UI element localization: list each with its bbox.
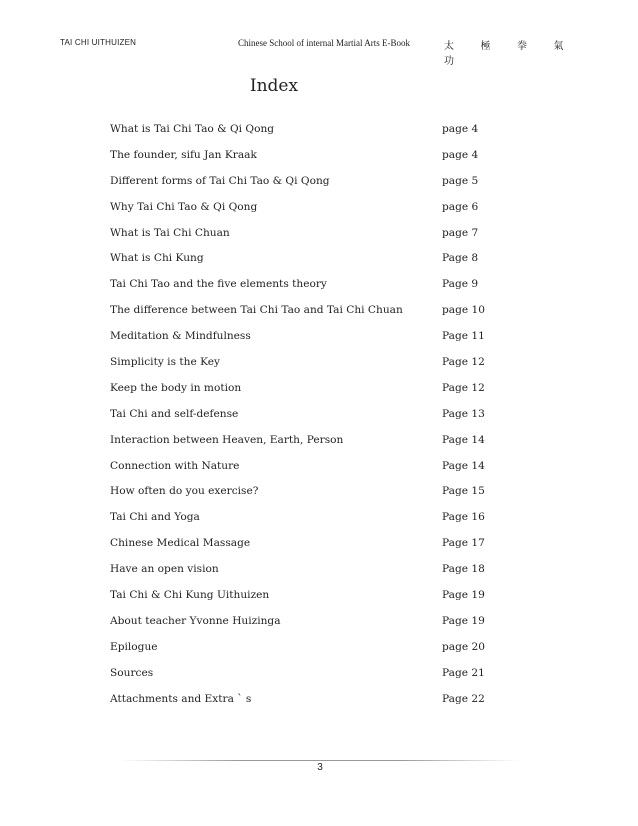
toc-entry-page: Page 12 bbox=[442, 356, 485, 369]
header-school-name: TAI CHI UITHUIZEN bbox=[60, 38, 137, 47]
toc-entry-title: Tai Chi and Yoga bbox=[110, 511, 200, 524]
toc-entry-title: Why Tai Chi Tao & Qi Qong bbox=[110, 200, 258, 213]
toc-entry bbox=[110, 563, 490, 589]
toc-entry-page: page 20 bbox=[442, 640, 485, 653]
toc-entry bbox=[110, 460, 490, 486]
toc-entry-page: Page 9 bbox=[442, 278, 479, 291]
toc-entry-title: Have an open vision bbox=[110, 563, 219, 576]
toc-entry-page: Page 22 bbox=[442, 692, 485, 705]
toc-entry-page: Page 17 bbox=[442, 537, 485, 550]
toc-entry-title: How often do you exercise? bbox=[110, 485, 259, 498]
toc-entry-title: Keep the body in motion bbox=[110, 381, 242, 394]
toc-entry bbox=[110, 278, 490, 304]
toc-entry bbox=[110, 175, 490, 201]
toc-entry-page: page 6 bbox=[442, 200, 479, 213]
toc-entry-title: What is Tai Chi Chuan bbox=[110, 226, 230, 239]
toc-entry bbox=[110, 511, 490, 537]
toc-entry bbox=[110, 149, 490, 175]
toc-entry-page: Page 13 bbox=[442, 407, 485, 420]
toc-entry bbox=[110, 589, 490, 615]
toc-entry-title: Chinese Medical Massage bbox=[110, 537, 251, 550]
toc-entry bbox=[110, 485, 490, 511]
table-of-contents bbox=[110, 123, 490, 718]
toc-entry-page: Page 11 bbox=[442, 330, 485, 343]
toc-entry bbox=[110, 537, 490, 563]
toc-entry-page: Page 21 bbox=[442, 666, 485, 679]
toc-entry-page: page 10 bbox=[442, 304, 485, 317]
toc-entry-page: Page 18 bbox=[442, 563, 485, 576]
page-number: 3 bbox=[317, 762, 323, 773]
toc-entry bbox=[110, 356, 490, 382]
toc-entry bbox=[110, 667, 490, 693]
footer-divider bbox=[120, 760, 520, 761]
toc-entry bbox=[110, 123, 490, 149]
toc-entry-title: Connection with Nature bbox=[110, 459, 240, 472]
header-book-title: Chinese School of internal Martial Arts E-Book bbox=[238, 38, 410, 48]
page-header bbox=[60, 38, 580, 67]
toc-entry bbox=[110, 304, 490, 330]
toc-entry bbox=[110, 641, 490, 667]
toc-entry-title: Meditation & Mindfulness bbox=[110, 330, 251, 343]
toc-entry-title: Tai Chi and self-defense bbox=[110, 407, 239, 420]
toc-entry bbox=[110, 615, 490, 641]
toc-entry-title: The difference between Tai Chi Tao and Tai Chi Chuan bbox=[110, 304, 403, 317]
toc-entry-page: page 4 bbox=[442, 123, 479, 135]
toc-entry-page: Page 19 bbox=[442, 614, 485, 627]
toc-entry-page: Page 14 bbox=[442, 433, 485, 446]
toc-entry-page: Page 14 bbox=[442, 459, 485, 472]
toc-entry-page: Page 19 bbox=[442, 589, 485, 602]
header-chinese-characters: 太 極 拳 氣 功 bbox=[444, 41, 576, 67]
toc-entry-page: page 4 bbox=[442, 148, 479, 161]
toc-entry bbox=[110, 201, 490, 227]
toc-entry bbox=[110, 408, 490, 434]
toc-entry-title: What is Chi Kung bbox=[110, 252, 204, 265]
toc-entry-title: Tai Chi & Chi Kung Uithuizen bbox=[110, 589, 270, 602]
toc-entry bbox=[110, 693, 490, 719]
toc-entry-title: Epilogue bbox=[110, 640, 158, 653]
toc-entry-title: Tai Chi Tao and the five elements theory bbox=[110, 278, 327, 291]
toc-entry-page: page 7 bbox=[442, 226, 479, 239]
page-title: Index bbox=[249, 76, 299, 96]
toc-entry bbox=[110, 252, 490, 278]
toc-entry bbox=[110, 382, 490, 408]
toc-entry-page: page 5 bbox=[442, 174, 479, 187]
toc-entry-title: Sources bbox=[110, 666, 154, 679]
toc-entry bbox=[110, 330, 490, 356]
toc-entry-title: About teacher Yvonne Huizinga bbox=[110, 614, 281, 627]
toc-entry bbox=[110, 434, 490, 460]
toc-entry bbox=[110, 227, 490, 253]
toc-entry-title: Interaction between Heaven, Earth, Person bbox=[110, 433, 344, 446]
toc-entry-title: Simplicity is the Key bbox=[110, 356, 220, 369]
toc-entry-page: Page 8 bbox=[442, 252, 479, 265]
toc-entry-page: Page 16 bbox=[442, 511, 485, 524]
toc-entry-page: Page 12 bbox=[442, 381, 485, 394]
toc-entry-title: Different forms of Tai Chi Tao & Qi Qong bbox=[110, 174, 330, 187]
toc-entry-page: Page 15 bbox=[442, 485, 485, 498]
toc-entry-title: What is Tai Chi Tao & Qi Qong bbox=[110, 123, 275, 135]
toc-entry-title: The founder, sifu Jan Kraak bbox=[110, 148, 257, 161]
toc-entry-title: Attachments and Extra ` s bbox=[110, 692, 252, 705]
